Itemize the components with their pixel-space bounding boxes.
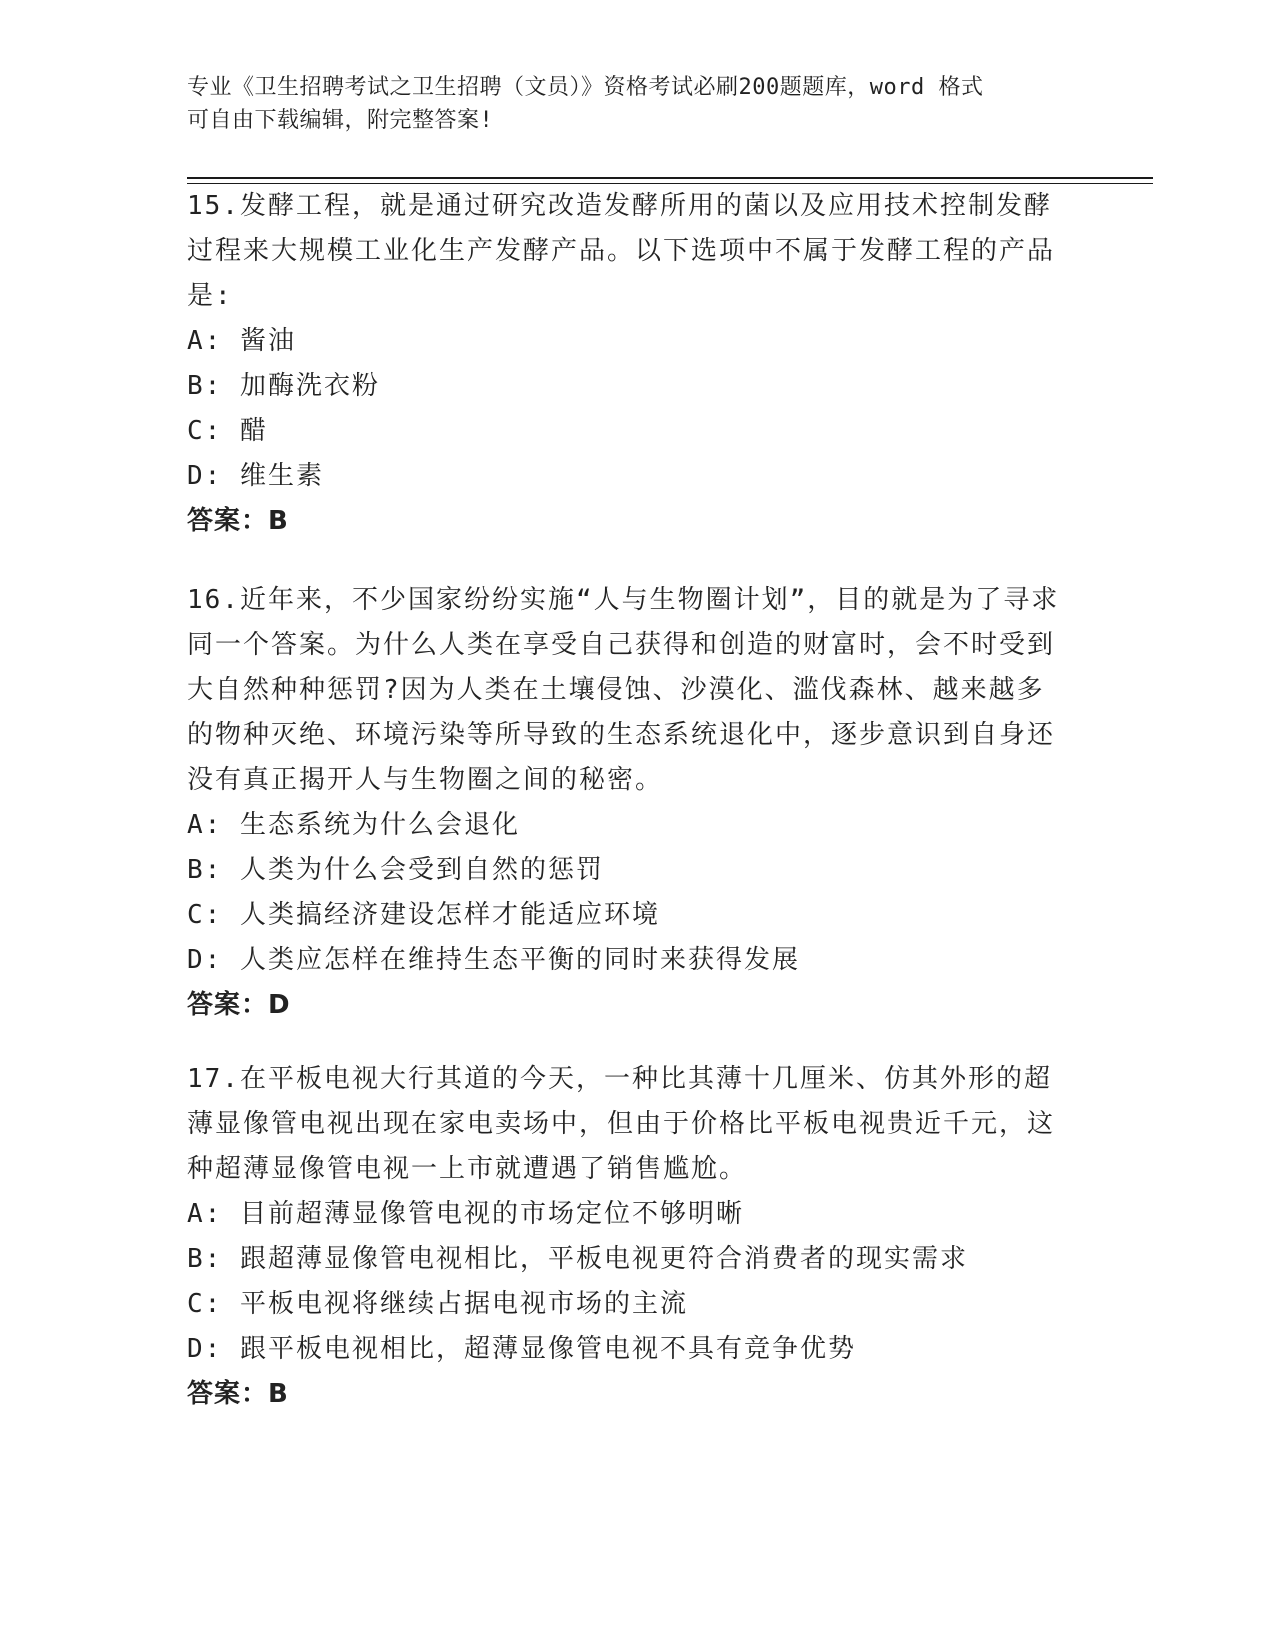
- question-stem: 15.发酵工程，就是通过研究改造发酵所用的菌以及应用技术控制发酵过程来大规模工业化生产发酵产品。以下选项中不属于发酵工程的产品是:: [187, 191, 1056, 311]
- option-d: D: 维生素: [187, 461, 324, 491]
- option-a: A: 生态系统为什么会退化: [187, 810, 520, 840]
- option-a: A: 酱油: [187, 326, 296, 356]
- header-line-1: 专业《卫生招聘考试之卫生招聘（文员）》资格考试必刷200题题库，word 格式: [187, 75, 984, 100]
- answer: 答案：B: [187, 506, 289, 536]
- option-b: B: 加酶洗衣粉: [187, 371, 380, 401]
- answer: 答案：D: [187, 990, 291, 1020]
- option-a: A: 目前超薄显像管电视的市场定位不够明晰: [187, 1199, 744, 1229]
- option-c: C: 醋: [187, 416, 268, 446]
- question-16: [187, 578, 1067, 1028]
- header-divider-thick: [187, 177, 1153, 179]
- option-b: B: 跟超薄显像管电视相比，平板电视更符合消费者的现实需求: [187, 1244, 968, 1274]
- question-stem: 16.近年来，不少国家纷纷实施“人与生物圈计划”，目的就是为了寻求同一个答案。为什么人类在享受自己获得和创造的财富时，会不时受到大自然种种惩罚?因为人类在土壤侵蚀、沙漠化、滥伐森林、越来越多的物种灭绝、环境污染等所导致的生态系统退化中，逐步意识到自身还没有真正揭开人与生物圈之间的秘密。: [187, 585, 1060, 795]
- question-stem: 17.在平板电视大行其道的今天，一种比其薄十几厘米、仿其外形的超薄显像管电视出现在家电卖场中，但由于价格比平板电视贵近千元，这种超薄显像管电视一上市就遭遇了销售尴尬。: [187, 1064, 1056, 1184]
- question-17: [187, 1057, 1067, 1417]
- answer: 答案：B: [187, 1379, 289, 1409]
- header-line-2: 可自由下载编辑，附完整答案!: [187, 108, 494, 133]
- option-b: B: 人类为什么会受到自然的惩罚: [187, 855, 604, 885]
- option-d: D: 跟平板电视相比，超薄显像管电视不具有竞争优势: [187, 1334, 856, 1364]
- option-c: C: 平板电视将继续占据电视市场的主流: [187, 1289, 688, 1319]
- question-15: [187, 184, 1067, 544]
- option-c: C: 人类搞经济建设怎样才能适应环境: [187, 900, 660, 930]
- option-d: D: 人类应怎样在维持生态平衡的同时来获得发展: [187, 945, 800, 975]
- document-header: [187, 71, 1067, 137]
